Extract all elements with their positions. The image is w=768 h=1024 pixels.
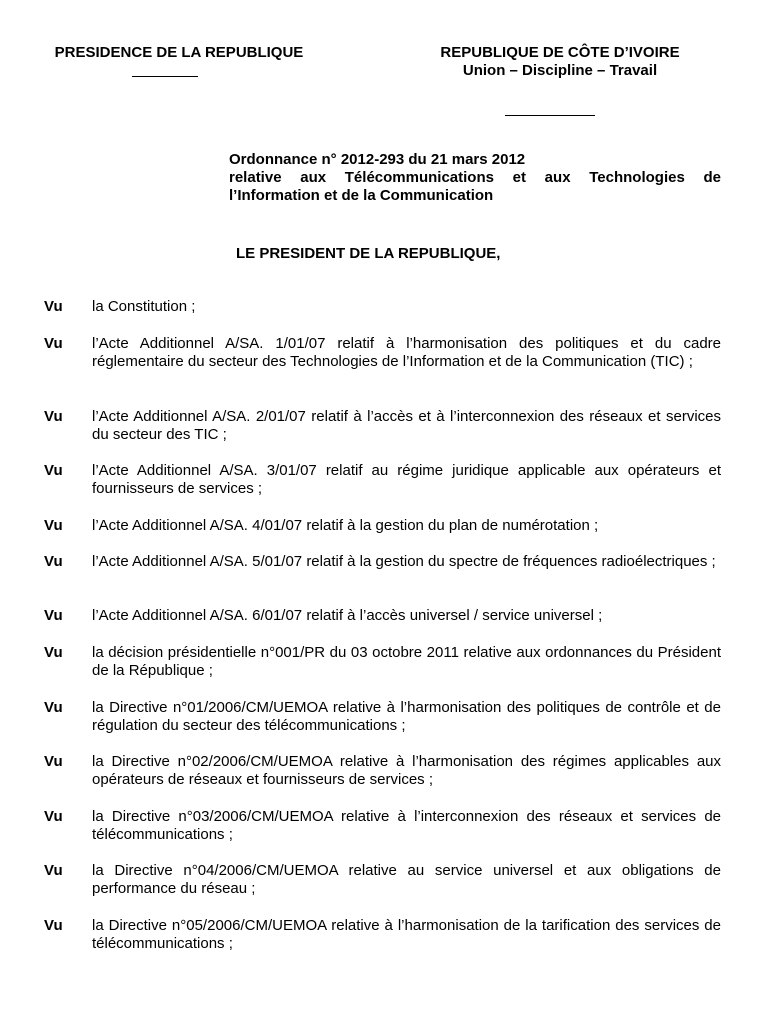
header-right-title: REPUBLIQUE DE CÔTE D’IVOIRE — [440, 44, 680, 61]
vu-label: Vu — [44, 298, 63, 315]
vu-label: Vu — [44, 408, 63, 425]
ordonnance-line-2: relative aux Télécommunications et aux Technologies de — [229, 169, 721, 186]
vu-label: Vu — [44, 862, 63, 879]
vu-label: Vu — [44, 808, 63, 825]
vu-label: Vu — [44, 462, 63, 479]
vu-text: l’Acte Additionnel A/SA. 4/01/07 relatif à la gestion du plan de numérotation ; — [92, 517, 599, 534]
vu-label: Vu — [44, 699, 63, 716]
vu-text: la Directive n°04/2006/CM/UEMOA relative au service universel et aux obligations de performance du réseau ; — [92, 862, 721, 897]
vu-label: Vu — [44, 335, 63, 352]
ordonnance-title — [229, 151, 721, 205]
vu-text: la Directive n°02/2006/CM/UEMOA relative à l’harmonisation des régimes applicables aux opérateurs de réseaux et fournisseurs de services ; — [92, 753, 721, 788]
vu-label: Vu — [44, 553, 63, 570]
vu-label: Vu — [44, 607, 63, 624]
header-right-motto: Union – Discipline – Travail — [462, 62, 658, 79]
vu-label: Vu — [44, 644, 63, 661]
vu-label: Vu — [44, 517, 63, 534]
header-left-title: PRESIDENCE DE LA REPUBLIQUE — [54, 44, 304, 61]
vu-text: la Directive n°03/2006/CM/UEMOA relative à l’interconnexion des réseaux et services de télécommunications ; — [92, 808, 721, 843]
vu-text: l’Acte Additionnel A/SA. 2/01/07 relatif à l’accès et à l’interconnexion des réseaux et services du secteur des TIC ; — [92, 408, 721, 443]
ordonnance-line-3: l’Information et de la Communication — [229, 187, 494, 204]
vu-text: la Directive n°01/2006/CM/UEMOA relative à l’harmonisation des politiques de contrôle et de régulation du secteur des télécommunications ; — [92, 699, 721, 734]
vu-label: Vu — [44, 917, 63, 934]
vu-text: l’Acte Additionnel A/SA. 3/01/07 relatif au régime juridique applicable aux opérateurs et fournisseurs de services ; — [92, 462, 721, 497]
header-left-divider — [132, 76, 198, 77]
president-heading: LE PRESIDENT DE LA REPUBLIQUE, — [236, 245, 501, 262]
vu-label: Vu — [44, 753, 63, 770]
vu-text: la Constitution ; — [92, 298, 196, 315]
vu-text: l’Acte Additionnel A/SA. 5/01/07 relatif à la gestion du spectre de fréquences radioélectriques ; — [92, 553, 716, 570]
vu-text: l’Acte Additionnel A/SA. 6/01/07 relatif à l’accès universel / service universel ; — [92, 607, 603, 624]
header-right-divider — [505, 115, 595, 116]
vu-text: la décision présidentielle n°001/PR du 03 octobre 2011 relative aux ordonnances du Président de la République ; — [92, 644, 721, 679]
vu-text: la Directive n°05/2006/CM/UEMOA relative à l’harmonisation de la tarification des services de télécommunications ; — [92, 917, 721, 952]
header-right-block — [402, 44, 718, 80]
vu-text: l’Acte Additionnel A/SA. 1/01/07 relatif à l’harmonisation des politiques et du cadre réglementaire du secteur des Technologies de l’Information et de la Communication (TIC) ; — [92, 335, 721, 370]
ordonnance-line-1: Ordonnance n° 2012-293 du 21 mars 2012 — [229, 151, 526, 168]
